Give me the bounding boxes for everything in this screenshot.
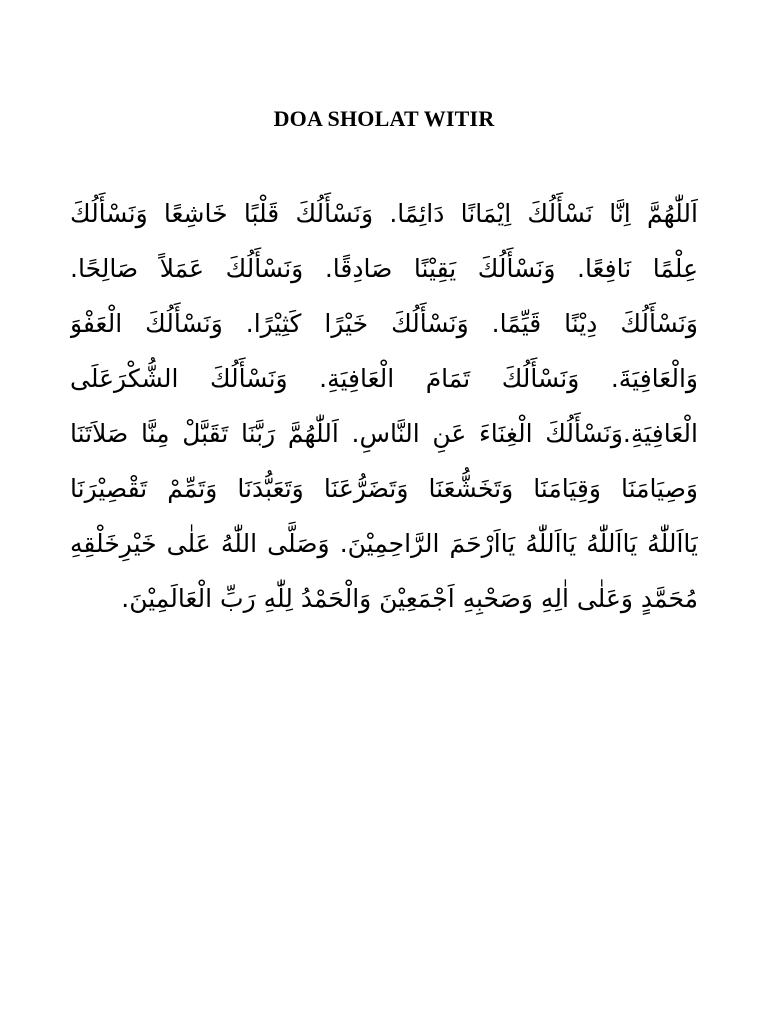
prayer-text: [70, 186, 698, 626]
prayer-line: وَصِيَامَنَا وَقِيَامَنَا وَتَخَشُّعَنَا وَتَضَرُّعَنَا وَتَعَبُّدَنَا وَتَمِّمْ تَقْصِيْرَنَا: [70, 474, 698, 503]
prayer-line: الْعَافِيَةِ.وَنَسْأَلُكَ الْغِنَاءَ عَنِ النَّاسِ. اَللّٰهُمَّ رَبَّنَا تَقَبَّلْ مِنَّا صَلاَتَنَا: [70, 419, 698, 448]
prayer-line: اَللّٰهُمَّ اِنَّا نَسْأَلُكَ اِيْمَانًا دَائِمًا. وَنَسْأَلُكَ قَلْبًا خَاشِعًا وَنَسْأَلُكَ: [70, 199, 698, 228]
prayer-line: وَنَسْأَلُكَ دِيْنًا قَيِّمًا. وَنَسْأَلُكَ خَيْرًا كَثِيْرًا. وَنَسْأَلُكَ الْعَفْوَ: [70, 309, 698, 338]
prayer-line: وَالْعَافِيَةَ. وَنَسْأَلُكَ تَمَامَ الْعَافِيَةِ. وَنَسْأَلُكَ الشُّكْرَعَلَى: [70, 364, 698, 393]
prayer-line: مُحَمَّدٍ وَعَلٰى اٰلِهِ وَصَحْبِهِ اَجْمَعِيْنَ وَالْحَمْدُ لِلّٰهِ رَبِّ الْعَالَمِيْنَ.: [121, 584, 698, 613]
prayer-line: يَااَللّٰهُ يَااَللّٰهُ يَااَللّٰهُ يَااَرْحَمَ الرَّاحِمِيْنَ. وَصَلَّى اللّٰهُ عَلٰى خَيْرِخَلْقِهِ: [70, 529, 698, 558]
document-title: DOA SHOLAT WITIR: [273, 106, 495, 131]
prayer-line: عِلْمًا نَافِعًا. وَنَسْأَلُكَ يَقِيْنًا صَادِقًا. وَنَسْأَلُكَ عَمَلاً صَالِحًا.: [70, 254, 698, 283]
